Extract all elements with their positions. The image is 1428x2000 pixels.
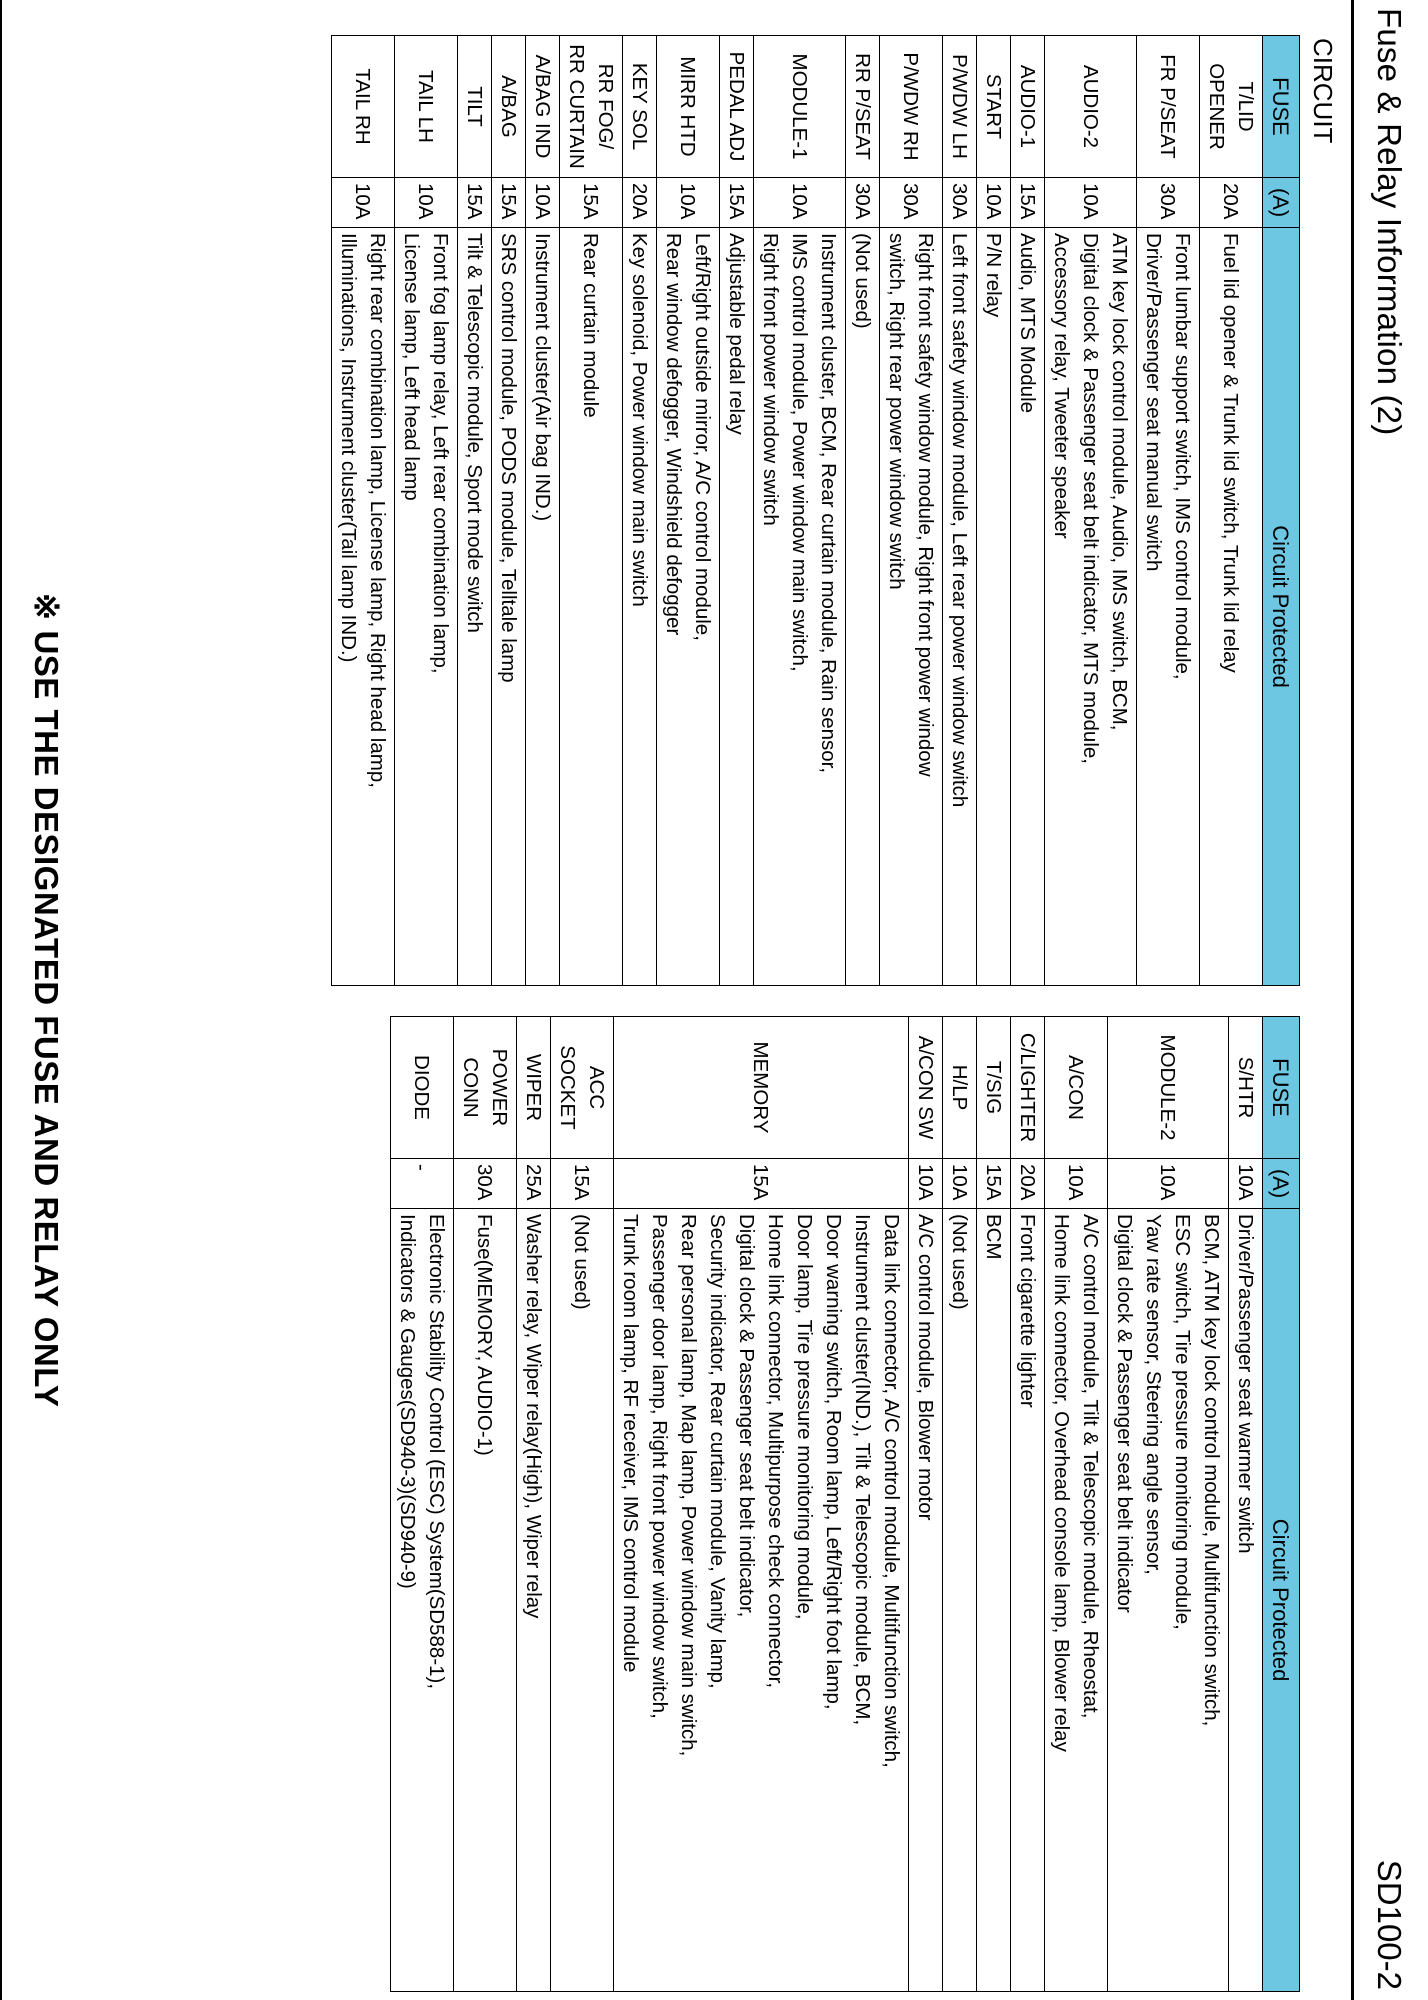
fuse-name-cell bbox=[943, 1017, 977, 1159]
fuse-name-cell bbox=[1045, 36, 1137, 178]
circuit-line: BCM bbox=[982, 1214, 1005, 1260]
table-row bbox=[526, 36, 560, 986]
circuit-line: Digital clock & Passenger seat belt indicator bbox=[1113, 1214, 1136, 1613]
circuit-line: Front fog lamp relay, Left rear combination lamp, bbox=[429, 233, 452, 674]
amperage-cell: 15A bbox=[614, 1159, 909, 1209]
amperage-cell: 15A bbox=[720, 178, 754, 228]
circuit-line: Key solenoid, Power window main switch bbox=[628, 233, 651, 607]
table-row bbox=[560, 36, 623, 986]
circuit-protected-cell bbox=[454, 1209, 517, 1992]
fuse-name-cell bbox=[846, 36, 880, 178]
fuse-name-cell bbox=[1011, 1017, 1045, 1159]
circuit-line: (Not used) bbox=[948, 1214, 971, 1310]
fuse-name: H/LP bbox=[948, 1064, 971, 1111]
fuse-name: P/WDW RH bbox=[899, 52, 923, 161]
table-row bbox=[943, 1017, 977, 1992]
fuse-name: START bbox=[982, 73, 1005, 140]
table-row bbox=[1011, 1017, 1045, 1992]
fuse-name-cell bbox=[1200, 36, 1263, 178]
fuse-name-cell bbox=[1108, 1017, 1229, 1159]
fuse-name-cell bbox=[754, 36, 846, 178]
circuit-line: ATM key lock control module, Audio, IMS switch, BCM, bbox=[1108, 233, 1131, 731]
fuse-table-right bbox=[390, 1016, 1300, 1992]
circuit-line: Home link connector, Overhead console lamp, Blower relay bbox=[1050, 1214, 1073, 1752]
header-fuse: FUSE bbox=[1263, 36, 1300, 178]
amperage-cell: 10A bbox=[395, 178, 458, 228]
circuit-protected-cell bbox=[391, 1209, 454, 1992]
fuse-name-cell bbox=[517, 1017, 551, 1159]
circuit-line: A/C control module, Blower motor bbox=[914, 1214, 937, 1521]
circuit-protected-cell bbox=[977, 1209, 1011, 1992]
circuit-line: switch, Right rear power window switch bbox=[885, 233, 908, 590]
circuit-protected-cell bbox=[623, 228, 657, 986]
fuse-name-cell bbox=[1011, 36, 1045, 178]
circuit-protected-cell bbox=[909, 1209, 943, 1992]
table-row bbox=[1045, 36, 1137, 986]
fuse-name: P/WDW LH bbox=[948, 54, 971, 159]
circuit-line: Security indicator, Rear curtain module, Vanity lamp, bbox=[706, 1214, 729, 1689]
table-row bbox=[754, 36, 846, 986]
circuit-line: Left front safety window module, Left rear power window switch bbox=[948, 233, 971, 808]
fuse-name-cell bbox=[526, 36, 560, 178]
circuit-line: Driver/Passenger seat warmer switch bbox=[1234, 1214, 1257, 1554]
circuit-line: IMS control module, Power window main switch, bbox=[788, 233, 811, 672]
fuse-name-cell bbox=[720, 36, 754, 178]
circuit-protected-cell bbox=[332, 228, 395, 986]
fuse-name: MEMORY bbox=[749, 1041, 773, 1134]
circuit-line: Washer relay, Wiper relay(High), Wiper relay bbox=[522, 1214, 545, 1619]
fuse-name-cell bbox=[1137, 36, 1200, 178]
fuse-name: A/BAG IND bbox=[531, 54, 554, 159]
table-row bbox=[1011, 36, 1045, 986]
circuit-line: Rear window defogger, Windshield defogger bbox=[662, 233, 685, 636]
circuit-protected-cell bbox=[657, 228, 720, 986]
fuse-name: TAIL LH bbox=[414, 70, 438, 143]
fuse-name: AUDIO-2 bbox=[1079, 64, 1102, 149]
amperage-cell: 10A bbox=[1045, 1159, 1108, 1209]
amperage-cell: 30A bbox=[846, 178, 880, 228]
fuse-name-cell bbox=[614, 1017, 909, 1159]
fuse-name-cell bbox=[1229, 1017, 1263, 1159]
amperage-cell: 10A bbox=[657, 178, 720, 228]
circuit-line: Accessory relay, Tweeter speaker bbox=[1050, 233, 1073, 539]
circuit-line: Front cigarette lighter bbox=[1016, 1214, 1039, 1408]
fuse-name-cell bbox=[395, 36, 458, 178]
fuse-name-cell bbox=[909, 1017, 943, 1159]
circuit-protected-cell bbox=[614, 1209, 909, 1992]
table-row bbox=[880, 36, 943, 986]
circuit-line: ESC switch, Tire pressure monitoring module, bbox=[1171, 1214, 1194, 1630]
circuit-line: License lamp, Left head lamp bbox=[400, 233, 423, 501]
header-fuse: FUSE bbox=[1263, 1017, 1300, 1159]
fuse-name-cell bbox=[551, 1017, 614, 1159]
circuit-protected-cell bbox=[943, 1209, 977, 1992]
amperage-cell: 10A bbox=[1229, 1159, 1263, 1209]
fuse-name: T/SIG bbox=[982, 1060, 1005, 1115]
amperage-cell: - bbox=[391, 1159, 454, 1209]
amperage-cell: 15A bbox=[977, 1159, 1011, 1209]
circuit-protected-cell bbox=[1011, 228, 1045, 986]
table-row bbox=[551, 1017, 614, 1992]
header-amp: (A) bbox=[1263, 178, 1300, 228]
table-row bbox=[1108, 1017, 1229, 1992]
circuit-line: P/N relay bbox=[982, 233, 1005, 318]
table-row bbox=[977, 36, 1011, 986]
table-row bbox=[391, 1017, 454, 1992]
circuit-line: Home link connector, Multipurpose check connector, bbox=[764, 1214, 787, 1689]
circuit-line: Adjustable pedal relay bbox=[725, 233, 748, 435]
fuse-name-cell bbox=[880, 36, 943, 178]
circuit-line: Rear curtain module bbox=[579, 233, 603, 418]
circuit-line: Instrument cluster, BCM, Rear curtain module, Rain sensor, bbox=[817, 233, 840, 774]
circuit-protected-cell bbox=[846, 228, 880, 986]
circuit-protected-cell bbox=[943, 228, 977, 986]
circuit-line: A/C control module, Tilt & Telescopic module, Rheostat, bbox=[1079, 1214, 1102, 1719]
table-row bbox=[517, 1017, 551, 1992]
fuse-name: A/CON bbox=[1064, 1055, 1088, 1120]
table-row bbox=[977, 1017, 1011, 1992]
fuse-name-cell bbox=[657, 36, 720, 178]
fuse-name: AUDIO-1 bbox=[1016, 64, 1039, 149]
circuit-line: Electronic Stability Control (ESC) System(SD588-1), bbox=[425, 1214, 448, 1690]
circuit-line: Door warning switch, Room lamp, Left/Right foot lamp, bbox=[822, 1214, 845, 1710]
fuse-name-cell bbox=[623, 36, 657, 178]
circuit-protected-cell bbox=[1108, 1209, 1229, 1992]
fuse-name: MODULE-1 bbox=[788, 53, 811, 160]
table-header-row bbox=[1263, 36, 1300, 986]
amperage-cell: 15A bbox=[560, 178, 623, 228]
circuit-line: (Not used) bbox=[851, 233, 874, 329]
amperage-cell: 20A bbox=[623, 178, 657, 228]
circuit-protected-cell bbox=[551, 1209, 614, 1992]
amperage-cell: 15A bbox=[458, 178, 492, 228]
table-row bbox=[720, 36, 754, 986]
fuse-name: MIRR HTD bbox=[676, 56, 700, 157]
circuit-line: Instrument cluster(Air bag IND.) bbox=[531, 233, 554, 522]
amperage-cell: 10A bbox=[754, 178, 846, 228]
table-row bbox=[1200, 36, 1263, 986]
table-row bbox=[454, 1017, 517, 1992]
fuse-name-cell bbox=[977, 1017, 1011, 1159]
table-row bbox=[492, 36, 526, 986]
circuit-line: Right front safety window module, Right front power window bbox=[914, 233, 937, 777]
table-row bbox=[943, 36, 977, 986]
circuit-protected-cell bbox=[395, 228, 458, 986]
fuse-name: TILT bbox=[463, 86, 486, 127]
circuit-protected-cell bbox=[1045, 1209, 1108, 1992]
table-row bbox=[458, 36, 492, 986]
circuit-line: Trunk room lamp, RF receiver, IMS control module bbox=[619, 1214, 642, 1673]
amperage-cell: 15A bbox=[492, 178, 526, 228]
circuit-line: Right front power window switch bbox=[759, 233, 782, 526]
circuit-line: SRS control module, PODS module, Telltale lamp bbox=[497, 233, 520, 683]
circuit-line: Digital clock & Passenger seat belt indicator, bbox=[735, 1214, 758, 1618]
page-title: Fuse & Relay Information (2) bbox=[1371, 8, 1408, 436]
circuit-line: Right rear combination lamp, License lamp, Right head lamp, bbox=[366, 233, 389, 788]
circuit-protected-cell bbox=[1137, 228, 1200, 986]
fuse-name: RR FOG/ RR CURTAIN bbox=[565, 44, 617, 169]
circuit-line: Left/Right outside mirror, A/C control module, bbox=[691, 233, 714, 641]
circuit-line: Instrument cluster(IND.), Tilt & Telescopic module, BCM, bbox=[851, 1214, 874, 1726]
amperage-cell: 30A bbox=[943, 178, 977, 228]
fuse-name-cell bbox=[977, 36, 1011, 178]
fuse-name: PEDAL ADJ bbox=[725, 51, 748, 162]
fuse-name: A/BAG bbox=[497, 75, 520, 138]
circuit-protected-cell bbox=[560, 228, 623, 986]
fuse-name-cell bbox=[454, 1017, 517, 1159]
table-row bbox=[1137, 36, 1200, 986]
circuit-line: Rear personal lamp, Map lamp, Power window main switch, bbox=[677, 1214, 700, 1757]
circuit-line: Tilt & Telescopic module, Sport mode switch bbox=[463, 233, 486, 633]
fuse-name: S/HTR bbox=[1234, 1056, 1257, 1119]
amperage-cell: 30A bbox=[454, 1159, 517, 1209]
amperage-cell: 10A bbox=[1108, 1159, 1229, 1209]
circuit-protected-cell bbox=[1045, 228, 1137, 986]
fuse-name: WIPER bbox=[522, 1053, 545, 1122]
circuit-protected-cell bbox=[492, 228, 526, 986]
fuse-name-cell bbox=[391, 1017, 454, 1159]
fuse-name-cell bbox=[560, 36, 623, 178]
header-divider bbox=[1351, 0, 1354, 2000]
circuit-line: Data link connector, A/C control module, Multifunction switch, bbox=[880, 1214, 903, 1768]
circuit-line: Digital clock & Passenger seat belt indicator, MTS module, bbox=[1079, 233, 1102, 764]
fuse-name: KEY SOL bbox=[628, 62, 651, 151]
fuse-name: MODULE-2 bbox=[1156, 1034, 1180, 1141]
fuse-table-left-body bbox=[332, 36, 1263, 986]
fuse-name: DIODE bbox=[410, 1055, 434, 1120]
fuse-name-cell bbox=[458, 36, 492, 178]
fuse-name: FR P/SEAT bbox=[1156, 54, 1180, 159]
header-amp: (A) bbox=[1263, 1159, 1300, 1209]
table-row bbox=[395, 36, 458, 986]
table-row bbox=[332, 36, 395, 986]
circuit-protected-cell bbox=[526, 228, 560, 986]
fuse-name-cell bbox=[943, 36, 977, 178]
circuit-line: BCM, ATM key lock control module, Multifunction switch, bbox=[1200, 1214, 1223, 1727]
table-row bbox=[657, 36, 720, 986]
amperage-cell: 10A bbox=[332, 178, 395, 228]
circuit-protected-cell bbox=[1229, 1209, 1263, 1992]
amperage-cell: 25A bbox=[517, 1159, 551, 1209]
table-row bbox=[909, 1017, 943, 1992]
header-circuit: Circuit Protected bbox=[1263, 1209, 1300, 1992]
footer-note: ※ USE THE DESIGNATED FUSE AND RELAY ONLY bbox=[28, 592, 65, 1408]
circuit-protected-cell bbox=[517, 1209, 551, 1992]
circuit-line: Audio, MTS Module bbox=[1016, 233, 1039, 414]
amperage-cell: 20A bbox=[1200, 178, 1263, 228]
circuit-protected-cell bbox=[754, 228, 846, 986]
fuse-name: TAIL RH bbox=[351, 68, 375, 145]
circuit-protected-cell bbox=[880, 228, 943, 986]
fuse-name: T/LID OPENER bbox=[1205, 63, 1257, 150]
fuse-name: A/CON SW bbox=[914, 1035, 937, 1140]
circuit-line: Fuel lid opener & Trunk lid switch, Trunk lid relay bbox=[1219, 233, 1243, 673]
circuit-line: Illuminations, Instrument cluster(Tail lamp IND.) bbox=[337, 233, 360, 663]
amperage-cell: 10A bbox=[909, 1159, 943, 1209]
circuit-protected-cell bbox=[1011, 1209, 1045, 1992]
circuit-protected-cell bbox=[720, 228, 754, 986]
table-row bbox=[846, 36, 880, 986]
table-row bbox=[623, 36, 657, 986]
amperage-cell: 10A bbox=[943, 1159, 977, 1209]
fuse-name: ACC SOCKET bbox=[556, 1045, 608, 1130]
circuit-line: Front lumbar support switch, IMS control module, bbox=[1171, 233, 1194, 680]
table-row bbox=[1045, 1017, 1108, 1992]
fuse-name: POWER CONN bbox=[459, 1048, 511, 1127]
fuse-table-right-body bbox=[391, 1017, 1263, 1992]
amperage-cell: 20A bbox=[1011, 1159, 1045, 1209]
amperage-cell: 15A bbox=[1011, 178, 1045, 228]
fuse-name-cell bbox=[492, 36, 526, 178]
fuse-name: C/LIGHTER bbox=[1016, 1032, 1039, 1143]
circuit-line: (Not used) bbox=[570, 1214, 594, 1310]
circuit-line: Fuse(MEMORY, AUDIO-1) bbox=[473, 1214, 497, 1456]
circuit-line: Yaw rate sensor, Steering angle sensor, bbox=[1142, 1214, 1165, 1575]
circuit-protected-cell bbox=[1200, 228, 1263, 986]
fuse-name-cell bbox=[332, 36, 395, 178]
section-label: CIRCUIT bbox=[1308, 38, 1338, 144]
amperage-cell: 30A bbox=[880, 178, 943, 228]
fuse-name: RR P/SEAT bbox=[851, 53, 874, 160]
fuse-table-left bbox=[331, 35, 1300, 986]
amperage-cell: 10A bbox=[526, 178, 560, 228]
table-row bbox=[614, 1017, 909, 1992]
amperage-cell: 30A bbox=[1137, 178, 1200, 228]
header-circuit: Circuit Protected bbox=[1263, 228, 1300, 986]
amperage-cell: 10A bbox=[977, 178, 1011, 228]
circuit-line: Indicators & Gauges(SD940-3)(SD940-9) bbox=[396, 1214, 419, 1589]
amperage-cell: 10A bbox=[1045, 178, 1137, 228]
table-row bbox=[1229, 1017, 1263, 1992]
circuit-line: Passenger door lamp, Right front power window switch, bbox=[648, 1214, 671, 1719]
circuit-protected-cell bbox=[458, 228, 492, 986]
amperage-cell: 15A bbox=[551, 1159, 614, 1209]
circuit-line: Door lamp, Tire pressure monitoring module, bbox=[793, 1214, 816, 1620]
frame-border bbox=[0, 0, 2, 2000]
table-header-row bbox=[1263, 1017, 1300, 1992]
circuit-line: Driver/Passenger seat manual switch bbox=[1142, 233, 1165, 572]
document-code: SD100-2 bbox=[1371, 1859, 1408, 1990]
circuit-protected-cell bbox=[977, 228, 1011, 986]
fuse-name-cell bbox=[1045, 1017, 1108, 1159]
